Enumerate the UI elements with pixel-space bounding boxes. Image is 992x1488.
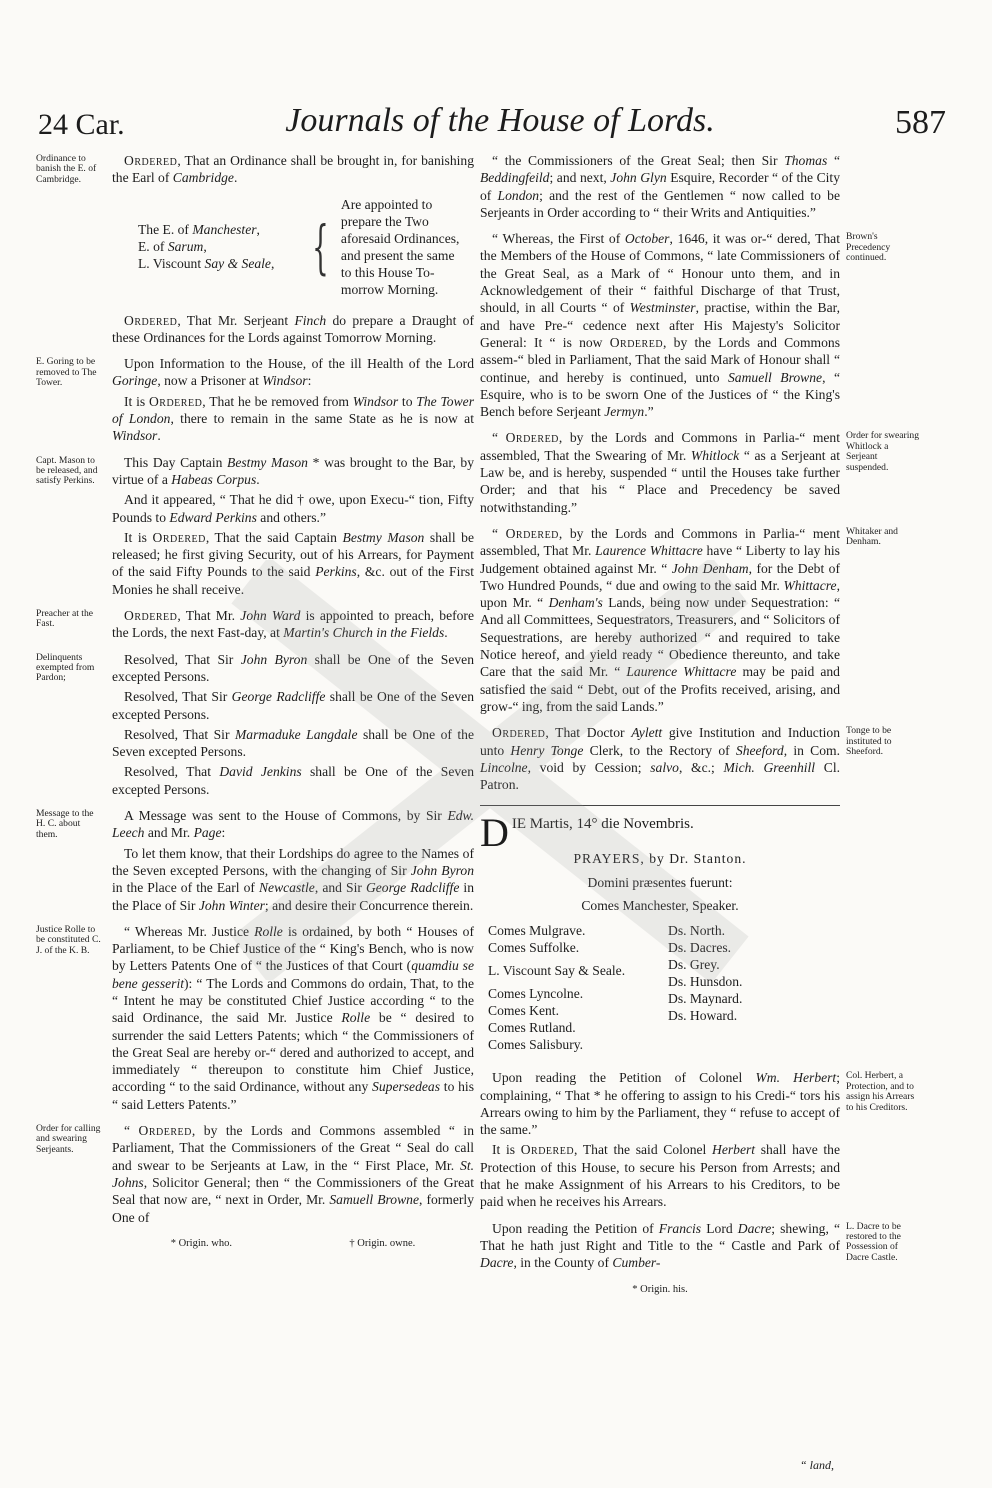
committee-brace-block (138, 196, 474, 298)
entry-paragraph: And it appeared, “ That he did † owe, upon Execu-“ tion, Fifty Pounds to Edward Perkins and others.” (112, 492, 474, 525)
margin-note: L. Dacre to be restored to the Possession of Dacre Castle. (846, 1220, 901, 1263)
footnote: † Origin. owne. (349, 1237, 416, 1249)
footnote: * Origin. who. (170, 1237, 232, 1249)
lord-name: Ds. North. (668, 923, 726, 939)
lord-name: L. Viscount Say & Seale. (488, 963, 626, 979)
left-entry (36, 807, 474, 914)
right-column (480, 152, 919, 1298)
margin-note: Col. Herbert, a Protection, and to assign his Arrears to his Creditors. (846, 1070, 915, 1113)
right-entry (480, 152, 840, 221)
entry-paragraph: “ Whereas, the First of October, 1646, it was or-“ dered, That the Members of the House of Commons, “ late Commissioners of the Great Seal, as a Mark of “ Honour unto them, and in Acknowledgement of their “ faithful Discharge of that Trust, should, in all Courts “ of Westminster, practise, within the Bar, and have Pre-“ cedence next after His Majesty's Solicitor General: It “ is now Ordered, by the Lords and Commons assem-“ bled in Parliament, That the said Mark of Honour shall “ continue, and hereby is continued, unto Samuell Browne, “ Esquire, who is to be sworn One of the Justices of “ the King's Bench before Serjeant Jermyn.” (480, 231, 840, 420)
entry-paragraph: This Day Captain Bestmy Mason * was brought to the Bar, by virtue of a Habeas Corpus. (112, 454, 474, 487)
drop-cap: D (480, 810, 509, 856)
entry-paragraph: To let them know, that their Lordships do agree to the Names of the Seven excepted Persons, with the changing of Sir John Byron in the Place of the Earl of Newcastle, and Sir George Radcliffe in the Place of Sir John Winter; and desire their Concurrence therein. (112, 845, 474, 913)
session-date (480, 810, 840, 856)
margin-note: Whitaker and Denham. (846, 525, 898, 548)
left-entry (36, 454, 474, 598)
attendance-right (668, 922, 818, 1053)
margin-note: Ordinance to banish the E. of Cambridge. (36, 153, 97, 185)
lord-name: Ds. Dacres. (668, 940, 732, 956)
left-entry (36, 607, 474, 642)
committee-charge: Are appointed to prepare the Two aforesaid Ordinances, and present the same to this House To-morrow Morning. (340, 196, 460, 297)
committee-member: L. Viscount Say & Seale, (138, 256, 275, 272)
left-entry (36, 1122, 474, 1226)
committee-member: The E. of Manchester, (138, 222, 260, 238)
right-entry (480, 525, 898, 715)
speaker-line: Comes Manchester, Speaker. (581, 897, 739, 913)
margin-note: Justice Rolle to be constituted C. J. of the K. B. (36, 923, 101, 956)
lord-name: Comes Lyncolne. (488, 986, 584, 1002)
entry-paragraph: Ordered, That Mr. John Ward is appointed to preach, before the Lords, the next Fast-day, at Martin's Church in the Fields. (112, 608, 474, 641)
left-entry (36, 651, 475, 798)
lords-present-heading: Domini præsentes fuerunt: (587, 874, 733, 890)
page-header-title: Journals of the House of Lords. (285, 102, 715, 139)
brace-icon: { (312, 212, 329, 281)
entry-paragraph: “ Whereas Mr. Justice Rolle is ordained, by both “ Houses of Parliament, to be Chief Justice of the “ King's Bench, who is now by Letters Patents One of “ the Justices of that Court (quamdiu se bene gesserit): “ The Lords and Commons do ordain, That, to the “ Intent he may be constituted Chief Justice according “ to the said Ordinance, the said Mr. Justice Rolle be “ desired to surrender the said Letters Patents; which “ the Commissioners of the Great Seal are hereby or-“ dered and authorized to accept, and immediately “ thereupon to constitute him Chief Justice, according “ to the said Ordinance, without any Supersedeas to his “ said Letters Patents.” (112, 923, 474, 1112)
entry-paragraph: Resolved, That David Jenkins shall be One of the Seven excepted Persons. (112, 764, 475, 797)
prayers-line: PRAYERS, by Dr. Stanton. (573, 851, 747, 867)
right-entry (480, 429, 919, 515)
left-entry (36, 152, 474, 187)
lord-name: Comes Kent. (488, 1003, 559, 1019)
entry-paragraph: A Message was sent to the House of Commons, by Sir Edw. Leech and Mr. Page: (112, 808, 474, 841)
entry-paragraph: Resolved, That Sir John Byron shall be One of the Seven excepted Persons. (112, 651, 474, 684)
footnotes (480, 1281, 840, 1298)
entry-paragraph: Upon reading the Petition of Francis Lord Dacre; shewing, “ That he hath just Right and Title to the “ Castle and Park of Dacre, in the County of Cumber- (480, 1220, 840, 1271)
left-entry (36, 923, 474, 1113)
margin-note: Message to the H. C. about them. (36, 808, 94, 840)
entry-paragraph: Resolved, That Sir Marmaduke Langdale shall be One of the Seven excepted Persons. (112, 726, 474, 760)
lord-name: Comes Suffolke. (488, 940, 580, 956)
left-column (36, 152, 475, 1252)
entry-paragraph: Ordered, That Doctor Aylett give Institution and Induction unto Henry Tonge Clerk, to the Rectory of Sheeford, in Com. Lincolne, void by Cession; salvo, &c.; Mich. Greenhill Cl. Patron. (480, 725, 841, 793)
entry-paragraph: Ordered, That Mr. Serjeant Finch do prepare a Draught of these Ordinances for the Lords against Tomorrow Morning. (112, 312, 474, 345)
margin-note: Brown's Precedency continued. (846, 231, 891, 263)
margin-note: Delinquents exempted from Pardon; (36, 651, 95, 684)
footnote: * Origin. his. (632, 1283, 688, 1295)
lord-name: Ds. Howard. (668, 1008, 738, 1024)
lord-name: Ds. Grey. (668, 957, 720, 973)
lord-name: Comes Rutland. (488, 1020, 576, 1036)
entry-paragraph: It is Ordered, That the said Colonel Herbert shall have the Protection of this House, to secure his Person from Arrests; and that he make Assignment of his Arrears to his Creditors, to be paid when he receives his Arrears. (480, 1142, 841, 1210)
right-entry (480, 1220, 901, 1272)
entry-paragraph: “ Ordered, by the Lords and Commons in Parlia-“ ment assembled, That Mr. Laurence Whittacre have “ Liberty to lay his Judgement obtained against Mr. “ John Denham, for the Debt of Two Hundred Pounds, “ due and owing to the said Mr. Whittacre, upon Mr. “ Denham's Lands, being now under Sequestration: “ And all Committees, Sequestrators, Treasurers, and “ Solicitors of Sequestrations, are hereby authorized “ and required to take Notice hereof, and yield ready “ Obedience thereunto, and take Care that the said Mr. “ Laurence Whittacre may be paid and satisfied the said “ Debt, out of the Profits received, arising, and grow-“ ing, from the said Lands.” (480, 525, 841, 714)
left-entry (112, 312, 474, 347)
attendance-list (488, 922, 840, 1053)
page-header-regnal-year: 24 Car. (38, 108, 125, 141)
lord-name: Comes Mulgrave. (488, 923, 586, 939)
committee-member: E. of Sarum, (138, 239, 207, 255)
entry-paragraph: Ordered, That an Ordinance shall be brought in, for banishing the Earl of Cambridge. (112, 153, 474, 186)
entry-paragraph: “ the Commissioners of the Great Seal; then Sir Thomas “ Beddingfeild; and next, John Glyn Esquire, Recorder “ of the City of London; and the rest of the Gentlemen “ now called to be Serjeants in Order according to “ their Writs and Antiquities.” (480, 153, 840, 220)
right-entry (480, 724, 892, 793)
attendance-left (488, 922, 658, 1053)
right-entry (480, 1069, 915, 1210)
left-entry (36, 355, 474, 444)
lord-name: Ds. Hunsdon. (668, 974, 743, 990)
entry-paragraph: It is Ordered, That the said Captain Bestmy Mason shall be released; he first giving Security, out of his Arrears, for Payment of the said Fifty Pounds to the said Perkins, &c. out of the First Monies he shall receive. (112, 529, 474, 597)
section-rule (480, 805, 840, 806)
margin-note: Order for swearing Whitlock a Serjeant suspended. (846, 430, 919, 473)
entry-paragraph: “ Ordered, by the Lords and Commons assembled “ in Parliament, That the Commissioners of the Great “ Seal do call and swear to be Serjeants at Law, in the “ First Place, Mr. St. Johns, Solicitor General; then “ the Commissioners of the Great Seal that now are, “ next in Order, Mr. Samuell Browne, formerly One of (112, 1123, 474, 1225)
page-number: 587 (895, 104, 946, 141)
footnotes (112, 1235, 474, 1252)
margin-note: Tonge to be instituted to Sheeford. (846, 725, 892, 758)
margin-note: E. Goring to be removed to The Tower. (36, 356, 97, 388)
entry-paragraph: It is Ordered, That he be removed from Windsor to The Tower of London, there to remain in the same State as he is now at Windsor. (112, 393, 474, 444)
lord-name: Ds. Maynard. (668, 991, 743, 1007)
margin-note: Preacher at the Fast. (36, 608, 93, 630)
entry-paragraph: Upon Information to the House, of the ill Health of the Lord Goringe, now a Prisoner at Windsor: (112, 356, 474, 389)
session-date-text: IE Martis, 14° die Novembris. (511, 816, 694, 833)
margin-note: Order for calling and swearing Serjeants. (36, 1123, 101, 1155)
right-entry (480, 230, 891, 420)
entry-paragraph: Upon reading the Petition of Colonel Wm. Herbert; complaining, “ That * he offering to assign to his Credi-“ tors his Arrears owing to him by the Parliament, they “ refuse to accept of the same.” (480, 1070, 840, 1138)
committee-names (138, 221, 300, 272)
entry-paragraph: Resolved, That Sir George Radcliffe shall be One of the Seven excepted Persons. (112, 689, 474, 722)
entry-paragraph: “ Ordered, by the Lords and Commons in Parlia-“ ment assembled, That the Swearing of Mr. Whitlock “ as a Serjeant at Law be, and is hereby, suspended “ until the Houses take further Order; and that his “ Place and Precedency be saved notwithstanding.” (480, 430, 841, 515)
margin-note: Capt. Mason to be released, and satisfy Perkins. (36, 454, 98, 487)
lord-name: Comes Salisbury. (488, 1037, 584, 1053)
catchword: “ land, (800, 1458, 835, 1472)
